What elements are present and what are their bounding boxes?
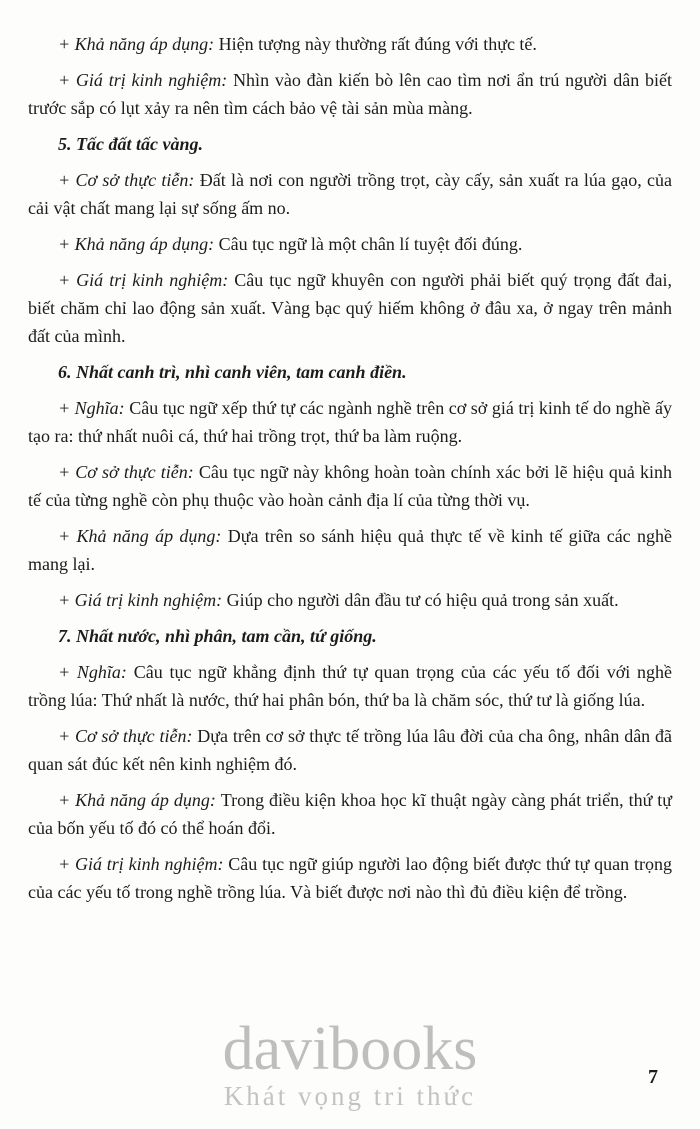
paragraph-text: Câu tục ngữ khuyên con người phải biết quý trọng đất đai, biết chăm chỉ lao động sản xuất. Vàng bạc quý hiếm không ở đâu xa, ở ngay trên mảnh đất của mình. <box>28 270 672 346</box>
paragraph-lead: + Giá trị kinh nghiệm: <box>58 590 227 610</box>
paragraph <box>28 722 672 778</box>
paragraph <box>28 230 672 258</box>
paragraph-text: Câu tục ngữ là một chân lí tuyệt đối đúng. <box>218 234 523 254</box>
paragraph-text: Trong điều kiện khoa học kĩ thuật ngày càng phát triển, thứ tự của bốn yếu tố đó có thể hoán đổi. <box>28 790 672 838</box>
watermark-slogan: Khát vọng tri thức <box>223 1081 477 1111</box>
paragraph-lead: + Cơ sở thực tiễn: <box>58 170 200 190</box>
paragraph <box>28 458 672 514</box>
paragraph-text: Nhìn vào đàn kiến bò lên cao tìm nơi ẩn trú người dân biết trước sắp có lụt xảy ra nên tìm cách bảo vệ tài sản mùa màng. <box>28 70 672 118</box>
paragraph-text: Hiện tượng này thường rất đúng với thực tế. <box>218 34 537 54</box>
paragraph <box>28 522 672 578</box>
paragraph <box>28 850 672 906</box>
paragraph-lead: + Khả năng áp dụng: <box>58 526 228 546</box>
paragraph-lead: + Giá trị kinh nghiệm: <box>58 70 234 90</box>
section-heading: 5. Tấc đất tấc vàng. <box>58 134 203 154</box>
paragraph <box>28 266 672 350</box>
paragraph-text: Câu tục ngữ giúp người lao động biết được thứ tự quan trọng của các yếu tố trong nghề trồng lúa. Và biết được nơi nào thì đủ điều kiện để trồng. <box>28 854 672 902</box>
page-number: 7 <box>648 1066 658 1088</box>
paragraph-lead: + Nghĩa: <box>58 662 134 682</box>
paragraph-text: Đất là nơi con người trồng trọt, cày cấy, sản xuất ra lúa gạo, của cải vật chất mang lại sự sống ấm no. <box>28 170 673 218</box>
watermark <box>0 1015 700 1111</box>
section-heading: 7. Nhất nước, nhì phân, tam cần, tứ giống. <box>58 626 377 646</box>
paragraph-text: Câu tục ngữ này không hoàn toàn chính xác bởi lẽ hiệu quả kinh tế của từng nghề còn phụ thuộc vào hoàn cảnh địa lí của từng thời vụ. <box>28 462 672 510</box>
paragraph-lead: + Cơ sở thực tiễn: <box>58 726 198 746</box>
paragraph-lead: + Cơ sở thực tiễn: <box>58 462 199 482</box>
paragraph <box>28 658 672 714</box>
paragraph-text: Câu tục ngữ xếp thứ tự các ngành nghề trên cơ sở giá trị kinh tế do nghề ấy tạo ra: thứ nhất nuôi cá, thứ hai trồng trọt, thứ ba làm ruộng. <box>28 398 672 446</box>
paragraph-lead: + Giá trị kinh nghiệm: <box>58 270 235 290</box>
paragraph-text: Dựa trên cơ sở thực tế trồng lúa lâu đời của cha ông, nhân dân đã quan sát đúc kết nên kinh nghiệm đó. <box>28 726 672 774</box>
paragraph-lead: + Giá trị kinh nghiệm: <box>58 854 229 874</box>
paragraph-lead: + Khả năng áp dụng: <box>58 234 219 254</box>
paragraph-text: Giúp cho người dân đầu tư có hiệu quả trong sản xuất. <box>226 590 619 610</box>
paragraph-lead: + Khả năng áp dụng: <box>58 790 221 810</box>
paragraph-text: Câu tục ngữ khẳng định thứ tự quan trọng của các yếu tố đối với nghề trồng lúa: Thứ nhất là nước, thứ hai phân bón, thứ ba là chăm sóc, thứ tư là giống lúa. <box>28 662 672 710</box>
paragraph-lead: + Khả năng áp dụng: <box>58 34 219 54</box>
paragraph-lead: + Nghĩa: <box>58 398 130 418</box>
paragraph <box>28 30 672 58</box>
paragraph-text: Dựa trên so sánh hiệu quả thực tế về kinh tế giữa các nghề mang lại. <box>28 526 672 574</box>
paragraph <box>28 166 672 222</box>
watermark-logo-text: davibooks <box>222 1015 478 1083</box>
paragraph <box>28 394 672 450</box>
paragraph <box>28 586 672 614</box>
paragraph <box>28 66 672 122</box>
section-heading: 6. Nhất canh trì, nhì canh viên, tam canh điền. <box>58 362 407 382</box>
paragraph <box>28 786 672 842</box>
